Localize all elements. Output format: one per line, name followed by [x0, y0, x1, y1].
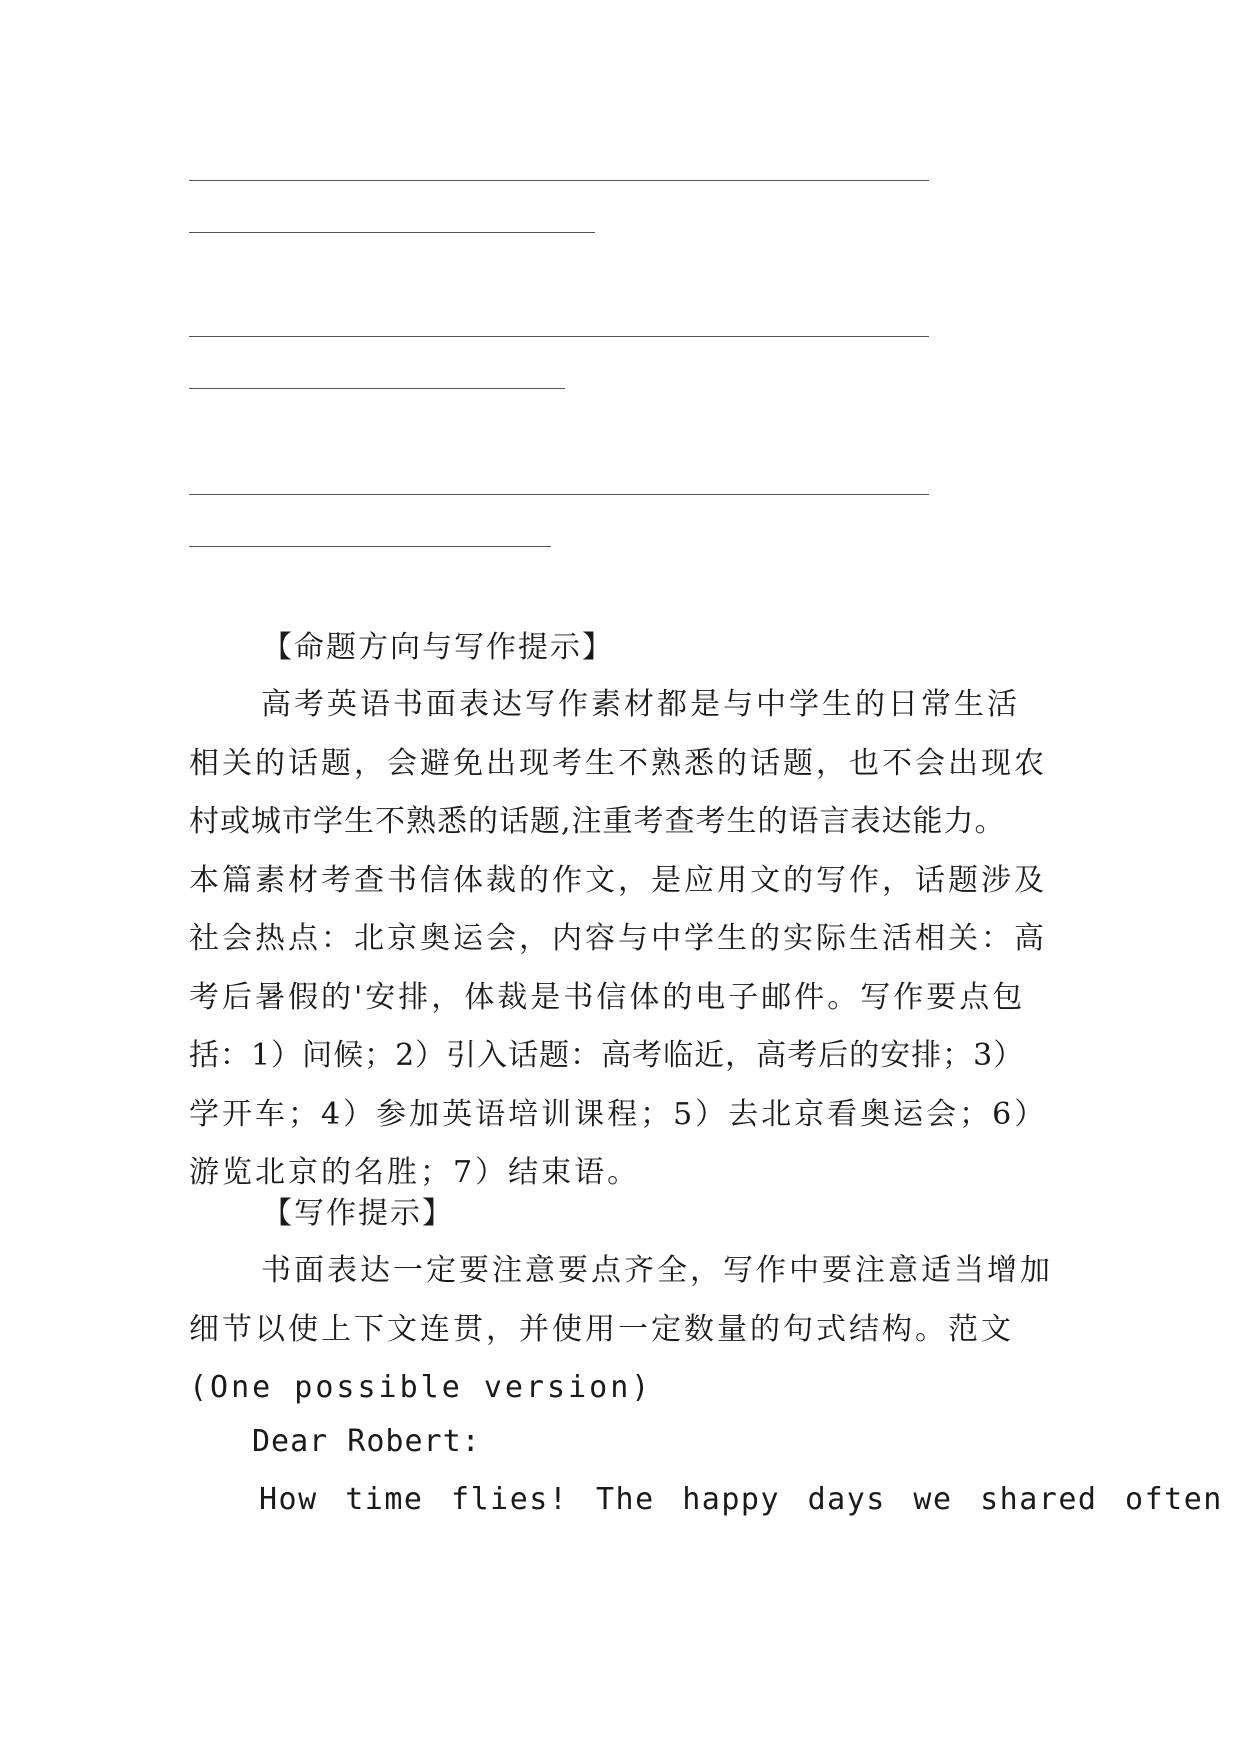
paragraph-line: 游览北京的名胜；7）结束语。 [189, 1155, 641, 1190]
paragraph-line: 相关的话题，会避免出现考生不熟悉的话题，也不会出现农 [189, 745, 1047, 781]
blank-answer-line [189, 336, 929, 337]
paragraph-line: 括：1）问候；2）引入话题：高考临近，高考后的安排；3） [189, 1038, 1025, 1073]
paragraph-line: 书面表达一定要注意要点齐全，写作中要注意适当增加 [261, 1253, 1053, 1288]
paragraph-line: 细节以使上下文连贯，并使用一定数量的句式结构。范文 [189, 1311, 1014, 1347]
tips-paragraph [189, 1242, 1069, 1418]
proposition-heading: 【命题方向与写作提示】 [262, 630, 614, 665]
blank-answer-line [189, 546, 551, 547]
paragraph-line: (One possible version) [189, 1370, 653, 1405]
letter-greeting: Dear Robert: [252, 1424, 481, 1459]
blank-answer-line [189, 180, 929, 181]
letter-first-line: How time flies! The happy days we shared often [259, 1482, 1223, 1517]
paragraph-line: 学开车；4）参加英语培训课程；5）去北京看奥运会；6） [189, 1096, 1048, 1132]
paragraph-line: 高考英语书面表达写作素材都是与中学生的日常生活 [261, 687, 1020, 722]
paragraph-line: 本篇素材考查书信体裁的作文，是应用文的写作，话题涉及 [189, 862, 1047, 898]
paragraph-line: 村或城市学生不熟悉的话题,注重考查考生的语言表达能力。 [189, 804, 1006, 839]
paragraph-line: 考后暑假的'安排，体裁是书信体的电子邮件。写作要点包 [189, 979, 1026, 1015]
blank-answer-line [189, 388, 565, 389]
proposition-paragraph [189, 676, 1069, 1203]
blank-answer-line [189, 494, 929, 495]
tips-heading: 【写作提示】 [262, 1196, 454, 1231]
paragraph-line: 社会热点：北京奥运会，内容与中学生的实际生活相关：高 [189, 921, 1047, 956]
blank-answer-line [189, 232, 595, 233]
